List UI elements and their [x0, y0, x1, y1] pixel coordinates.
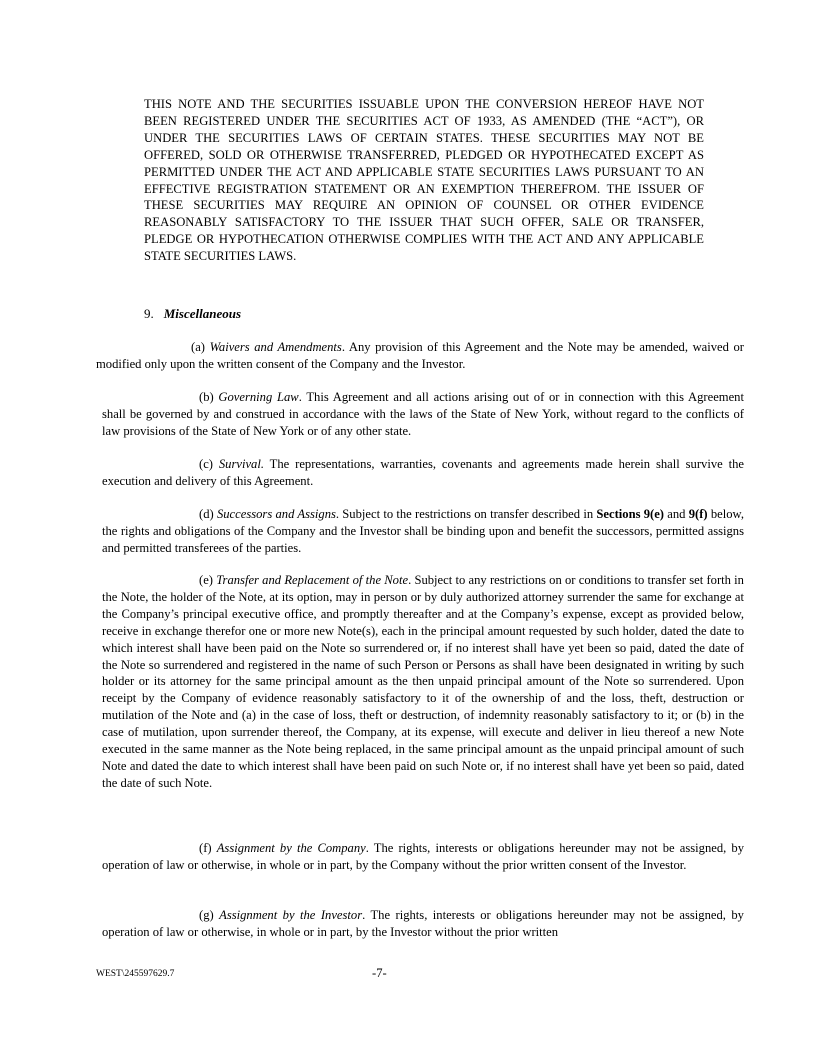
paragraph-title: Transfer and Replacement of the Note: [216, 573, 409, 587]
paragraph-title: Governing Law: [218, 390, 299, 404]
paragraph-label: (g): [199, 908, 214, 922]
paragraph-body: . The rights, interests or obligations hereunder may not be assigned, by operation of law or otherwise, in whole or in part, by the Investor without the prior written: [102, 908, 744, 939]
paragraph-title: Assignment by the Company: [216, 841, 366, 855]
paragraph-body: . Any provision of this Agreement and the Note may be amended, waived or modified only upon the written consent of the Company and the Investor.: [96, 340, 744, 371]
page-number: -7-: [372, 966, 387, 980]
paragraph-governing-law: [102, 389, 744, 440]
section-reference: Sections 9(e): [596, 507, 665, 521]
paragraph-body: . Subject to the restrictions on transfer described in: [335, 507, 597, 521]
paragraph-label: (a): [191, 340, 205, 354]
paragraph-assignment-investor: [102, 907, 744, 941]
paragraph-body: below, the rights and obligations of the Company and the Investor shall be binding upon and benefit the successors, permitted assigns and permitted transferees of the parties.: [102, 507, 744, 555]
section-reference: 9(f): [688, 507, 708, 521]
paragraph-body: and: [664, 507, 689, 521]
paragraph-label: (c): [199, 457, 213, 471]
restrictive-legend: THIS NOTE AND THE SECURITIES ISSUABLE UPON THE CONVERSION HEREOF HAVE NOT BEEN REGISTERED UNDER THE SECURITIES ACT OF 1933, AS AMENDED (THE “ACT”), OR UNDER THE SECURITIES LAWS OF CERTAIN STATES. THESE SECURITIES MAY NOT BE OFFERED, SOLD OR OTHERWISE TRANSFERRED, PLEDGED OR HYPOTHECATED EXCEPT AS PERMITTED UNDER THE ACT AND APPLICABLE STATE SECURITIES LAWS PURSUANT TO AN EFFECTIVE REGISTRATION STATEMENT OR AN EXEMPTION THEREFROM. THE ISSUER OF THESE SECURITIES MAY REQUIRE AN OPINION OF COUNSEL OR OTHER EVIDENCE REASONABLY SATISFACTORY TO THE ISSUER THAT SUCH OFFER, SALE OR TRANSFER, PLEDGE OR HYPOTHECATION OTHERWISE COMPLIES WITH THE ACT AND ANY APPLICABLE STATE SECURITIES LAWS.: [144, 97, 704, 264]
paragraph-title: Survival.: [218, 457, 264, 471]
paragraph-title: Successors and Assigns: [216, 507, 336, 521]
section-number: 9.: [144, 306, 154, 321]
paragraph-label: (d): [199, 507, 214, 521]
paragraph-label: (f): [199, 841, 212, 855]
section-heading: [144, 306, 241, 323]
paragraph-title: Waivers and Amendments: [209, 340, 342, 354]
paragraph-successors-assigns: [102, 506, 744, 557]
paragraph-body: . The rights, interests or obligations hereunder may not be assigned, by operation of law or otherwise, in whole or in part, by the Company without the prior written consent of the Investor.: [102, 841, 744, 872]
paragraph-body: . Subject to any restrictions on or conditions to transfer set forth in the Note, the holder of the Note, at its option, may in person or by duly authorized attorney surrender the same for exchange at the Company’s principal executive office, and promptly thereafter and at the Company’s expense, except as provided below, receive in exchange therefor one or more new Note(s), each in the principal amount requested by such holder, dated the date to which interest shall have been paid on the Note so surrendered or, if no interest shall have yet been so paid, dated the date of the Note so surrendered and registered in the name of such Person or Persons as shall have been designated in writing by such holder or its attorney for the same principal amount as the then unpaid principal amount of the Note so surrendered. Upon receipt by the Company of evidence reasonably satisfactory to it of the ownership of and the loss, theft, destruction or mutilation of the Note and (a) in the case of loss, theft or destruction, of indemnity reasonably satisfactory to it; or (b) in the case of mutilation, upon surrender thereof, the Company, at its expense, will execute and deliver in lieu thereof a new Note executed in the same manner as the Note being replaced, in the same principal amount as the unpaid principal amount of such Note and dated the date to which interest shall have been paid on such Note or, if no interest shall have yet been so paid, dated the date of such Note.: [102, 573, 744, 790]
paragraph-body: . This Agreement and all actions arising out of or in connection with this Agreement shall be governed by and construed in accordance with the laws of the State of New York, without regard to the conflicts of law provisions of the State of New York or of any other state.: [102, 390, 744, 438]
paragraph-title: Assignment by the Investor: [219, 908, 363, 922]
paragraph-transfer-replacement: [102, 572, 744, 792]
paragraph-body: The representations, warranties, covenants and agreements made herein shall survive the execution and delivery of this Agreement.: [102, 457, 744, 488]
paragraph-label: (e): [199, 573, 213, 587]
paragraph-assignment-company: [102, 840, 744, 874]
section-title: Miscellaneous: [163, 306, 242, 321]
paragraph-survival: [102, 456, 744, 490]
paragraph-waivers-amendments: [96, 339, 744, 373]
paragraph-label: (b): [199, 390, 214, 404]
document-id: WEST\245597629.7: [96, 969, 175, 979]
